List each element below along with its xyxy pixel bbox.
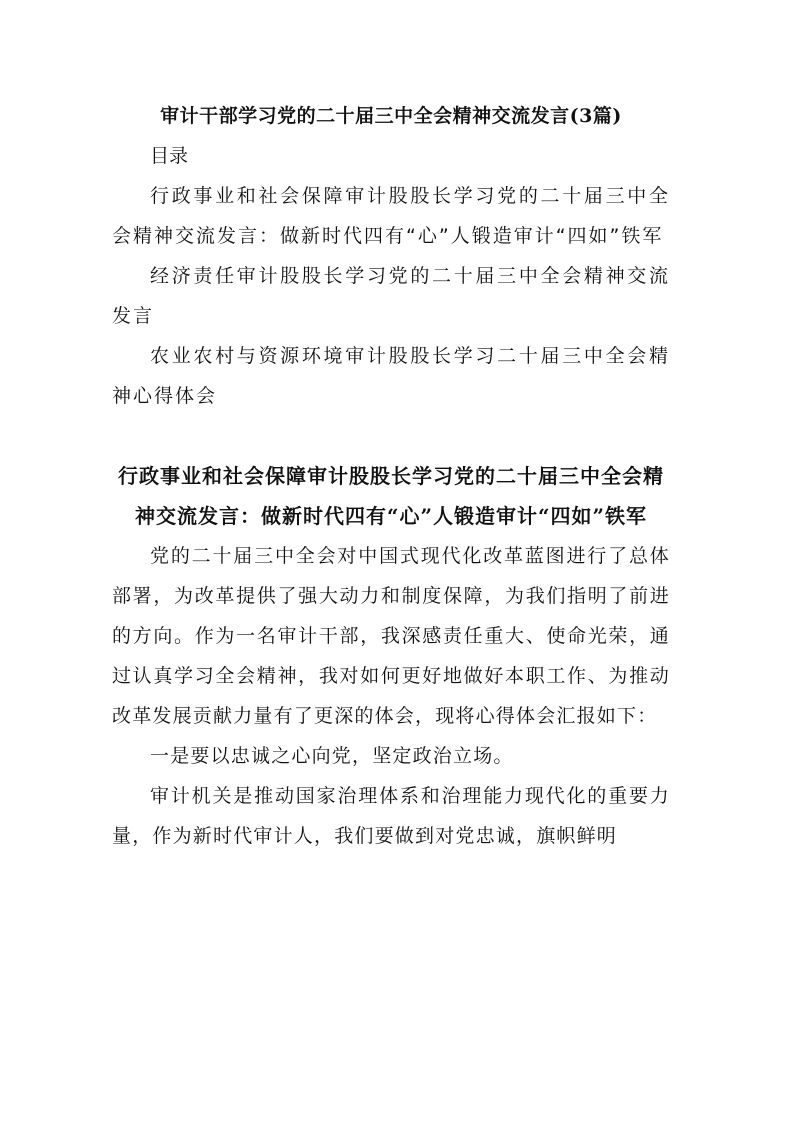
section-title: 行政事业和社会保障审计股股长学习党的二十届三中全会精神交流发言：做新时代四有“心”人锻造审计“四如”铁军: [118, 464, 664, 528]
toc-item: 农业农村与资源环境审计股股长学习二十届三中全会精神心得体会: [112, 345, 670, 407]
toc-item: 经济责任审计股股长学习党的二十届三中全会精神交流发言: [112, 265, 670, 327]
toc-item: 行政事业和社会保障审计股股长学习党的二十届三中全会精神交流发言：做新时代四有“心”人锻造审计“四如”铁军: [112, 185, 670, 247]
body-paragraph: 审计机关是推动国家治理体系和治理能力现代化的重要力量，作为新时代审计人，我们要做到对党忠诚，旗帜鲜明: [112, 785, 670, 847]
section-spacer: [112, 416, 670, 456]
toc-heading: 目录: [150, 145, 189, 167]
document-title: 审计干部学习党的二十届三中全会精神交流发言(3篇): [160, 105, 622, 127]
body-paragraph: 一是要以忠诚之心向党，坚定政治立场。: [150, 745, 514, 767]
document-page: [112, 96, 670, 856]
body-paragraph: 党的二十届三中全会对中国式现代化改革蓝图进行了总体部署，为改革提供了强大动力和制度保障，为我们指明了前进的方向。作为一名审计干部，我深感责任重大、使命光荣，通过认真学习全会精神，我对如何更好地做好本职工作、为推动改革发展贡献力量有了更深的体会，现将心得体会汇报如下：: [112, 545, 670, 727]
